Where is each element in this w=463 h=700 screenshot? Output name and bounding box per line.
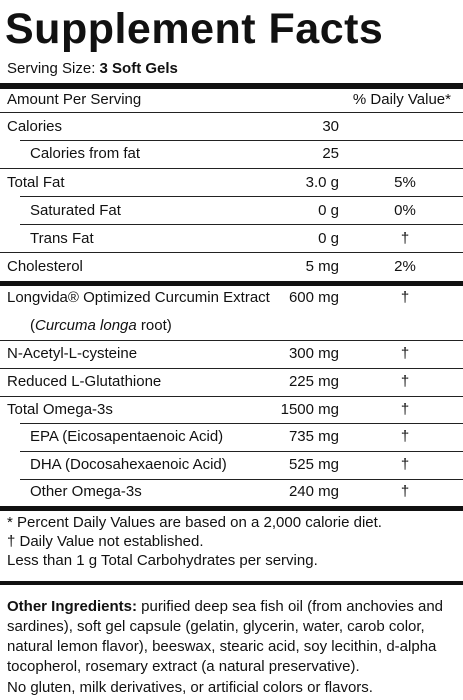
nutrient-dv: 0%	[394, 202, 416, 219]
header-amount: Amount Per Serving	[7, 91, 142, 108]
serving-size-value: 3 Soft Gels	[99, 60, 178, 77]
nutrient-name: Calories from fat	[30, 145, 141, 162]
divider-panel-end	[0, 581, 463, 585]
nutrient-dv: †	[400, 483, 410, 500]
free-from-statement: No gluten, milk derivatives, or artificial colors or flavors.	[7, 679, 373, 696]
row-divider	[20, 451, 463, 452]
nutrient-dv: †	[400, 230, 410, 247]
nutrient-amount: 1500 mg	[280, 401, 339, 418]
nutrient-amount: 240 mg	[288, 483, 339, 500]
nutrient-name: Other Omega-3s	[30, 483, 142, 500]
nutrient-name: DHA (Docosahexaenoic Acid)	[30, 456, 227, 473]
nutrient-name: Cholesterol	[7, 258, 83, 275]
other-ingredients-label: Other Ingredients:	[7, 598, 138, 615]
panel-title: Supplement Facts	[5, 5, 384, 53]
latin-name: Curcuma longa	[35, 317, 137, 334]
row-divider	[20, 140, 463, 141]
nutrient-amount: 600 mg	[288, 289, 339, 306]
nutrient-amount: 300 mg	[288, 345, 339, 362]
nutrient-amount: 0 g	[318, 230, 339, 247]
plant-part: root)	[136, 317, 172, 334]
nutrient-dv: †	[400, 428, 410, 445]
header-daily-value: % Daily Value*	[352, 91, 451, 108]
nutrient-dv: †	[400, 373, 410, 390]
row-divider	[0, 340, 463, 341]
divider-bottom	[0, 506, 463, 511]
row-divider	[20, 479, 463, 480]
divider-middle	[0, 281, 463, 286]
nutrient-dv: †	[400, 289, 410, 306]
nutrient-name: Total Omega-3s	[7, 401, 113, 418]
serving-size-label: Serving Size:	[7, 60, 100, 77]
nutrient-amount: 30	[322, 118, 339, 135]
nutrient-name: N-Acetyl-L-cysteine	[7, 345, 138, 362]
serving-size	[7, 59, 178, 79]
nutrient-dv: †	[400, 401, 410, 418]
nutrient-name: Total Fat	[7, 174, 65, 191]
nutrient-amount: 525 mg	[288, 456, 339, 473]
nutrient-source: (Curcuma longa root)	[30, 317, 172, 334]
nutrient-dv: 2%	[394, 258, 416, 275]
footnote-daily-values: * Percent Daily Values are based on a 2,000 calorie diet.	[7, 514, 382, 531]
nutrient-amount: 735 mg	[288, 428, 339, 445]
divider-header	[0, 112, 463, 113]
nutrient-amount: 3.0 g	[305, 174, 339, 191]
other-ingredients-text: purified deep sea fish oil (from anchovies and sardines), soft gel capsule (gelatin, glycerin, water, carob color, natural lemon flavor), beeswax, stearic acid, soy lecithin, d-alpha tocopherol, rosemary extract (a natural preservative).	[7, 598, 444, 675]
nutrient-dv: †	[400, 456, 410, 473]
nutrient-name: Trans Fat	[30, 230, 94, 247]
nutrient-name: Longvida® Optimized Curcumin Extract	[7, 289, 270, 306]
row-divider	[20, 423, 463, 424]
nutrient-name: Saturated Fat	[30, 202, 121, 219]
row-divider	[20, 224, 463, 225]
nutrient-name: Calories	[7, 118, 63, 135]
nutrient-amount: 0 g	[318, 202, 339, 219]
nutrient-amount: 25	[322, 145, 339, 162]
row-divider	[0, 368, 463, 369]
other-ingredients	[7, 597, 459, 677]
footnote-carbohydrates: Less than 1 g Total Carbohydrates per serving.	[7, 552, 318, 569]
nutrient-dv: 5%	[394, 174, 416, 191]
footnote-dagger: † Daily Value not established.	[7, 533, 204, 550]
row-divider	[20, 196, 463, 197]
nutrient-dv: †	[400, 345, 410, 362]
nutrient-amount: 5 mg	[305, 258, 339, 275]
nutrient-name: EPA (Eicosapentaenoic Acid)	[30, 428, 224, 445]
row-divider	[0, 252, 463, 253]
row-divider	[0, 168, 463, 169]
row-divider	[0, 396, 463, 397]
nutrient-name: Reduced L-Glutathione	[7, 373, 162, 390]
nutrient-amount: 225 mg	[288, 373, 339, 390]
